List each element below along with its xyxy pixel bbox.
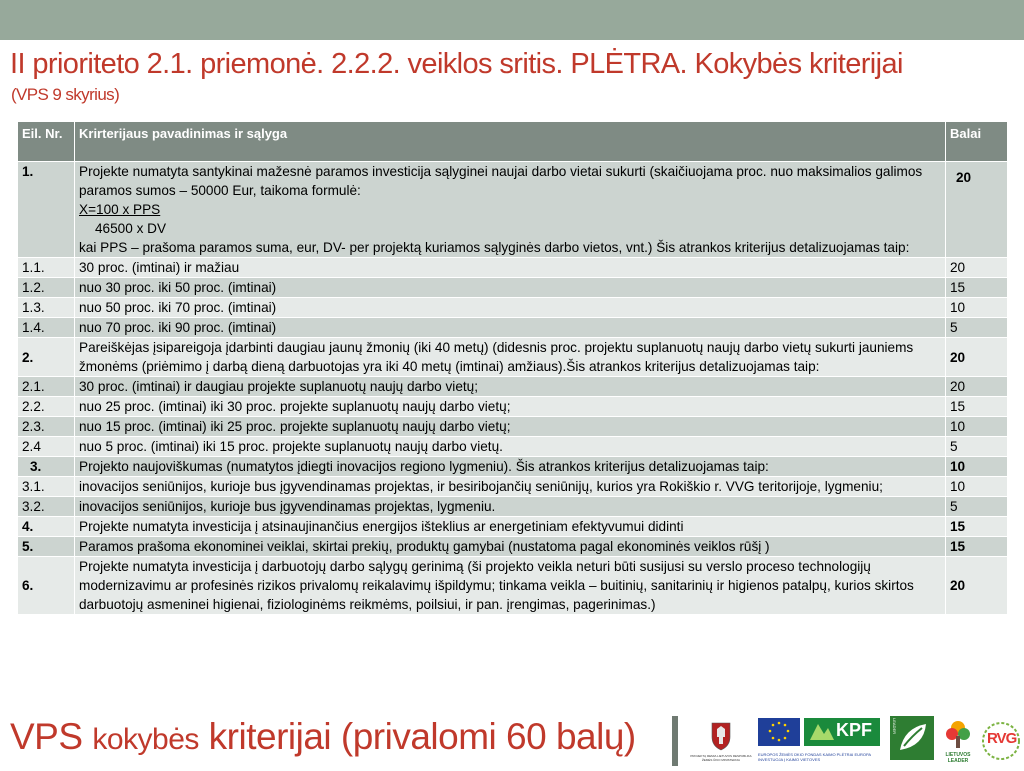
row-criterion: nuo 30 proc. iki 50 proc. (imtinai) [75,278,946,298]
row-nr: 2. [18,338,75,377]
row-criterion: Pareiškėjas įsipareigoja įdarbinti daugiau jaunų žmonių (iki 40 metų) (didesnis proc. projektu suplanuotų naujų darbo vietų sukurti jauniems žmonėms (priėmimo į darbą dieną darbuotojas yra iki 40 metų (imtinai) amžiaus).Šis atrankos kriterijus detalizuojamas taip: [75,338,946,377]
table-row [18,557,1008,615]
row-points: 15 [946,397,1008,417]
ministry-logo [690,716,752,766]
leader-text: LEADER [892,718,897,735]
row-nr: 1.4. [18,318,75,338]
row-points: 15 [946,517,1008,537]
row-points: 10 [946,417,1008,437]
row-points: 15 [946,537,1008,557]
table-row [18,278,1008,298]
table-row [18,298,1008,318]
row-points: 20 [946,338,1008,377]
table-row [18,457,1008,477]
lt-leader-tree-icon [940,716,976,752]
leader-logo [890,716,934,766]
table-row [18,258,1008,278]
row-points: 20 [946,162,1008,258]
row-points: 20 [946,377,1008,397]
table-header-row [18,122,1008,162]
row-criterion: Projekto naujoviškumas (numatytos įdiegti inovacijos regiono lygmeniu). Šis atrankos kriterijus detalizuojamas taip: [75,457,946,477]
row-nr: 3. [18,457,75,477]
row-criterion: nuo 15 proc. (imtinai) iki 25 proc. projekte suplanuotų naujų darbo vietų; [75,417,946,437]
row-nr: 1.3. [18,298,75,318]
row-criterion [75,162,946,258]
row-criterion: nuo 70 proc. iki 90 proc. (imtinai) [75,318,946,338]
column-header-points: Balai [946,122,1008,162]
table-row [18,517,1008,537]
table-row [18,377,1008,397]
row-points: 20 [946,557,1008,615]
row-criterion: nuo 25 proc. (imtinai) iki 30 proc. projekte suplanuotų naujų darbo vietų; [75,397,946,417]
row-nr: 2.2. [18,397,75,417]
footer-title [10,715,636,762]
row-criterion: inovacijos seniūnijos, kurioje bus įgyvendinamas projektas, lygmeniu. [75,497,946,517]
table-row [18,397,1008,417]
criteria-table-wrapper [17,121,1007,615]
footer-title-part3: kriterijai (privalomi 60 balų) [198,716,636,757]
formula-denominator: 46500 x DV [95,221,167,236]
footer-title-part1: VPS [10,716,93,757]
table-row [18,537,1008,557]
top-band [0,0,1024,40]
row-points: 5 [946,437,1008,457]
row-criterion: nuo 5 proc. (imtinai) iki 15 proc. projekte suplanuotų naujų darbo vietų. [75,437,946,457]
row-nr: 1.2. [18,278,75,298]
row-criterion-text-after: kai PPS – prašoma paramos suma, eur, DV- per projektą kuriamos sąlyginės darbo vietos, vnt.) Šis atrankos kriterijus detalizuojamas taip: [79,240,910,255]
table-row [18,497,1008,517]
row-points: 10 [946,477,1008,497]
row-points: 5 [946,318,1008,338]
row-nr: 5. [18,537,75,557]
formula-numerator: X=100 x PPS [79,202,161,217]
row-criterion: Projekte numatyta investicija į darbuotojų darbo sąlygų gerinimą (ši projekto veikla neturi būti susijusi su verslo proceso technologijų modernizavimu ar profesinės rizikos privalomų reikalavimų išpildymu; tinkama veikla – buitinių, sanitarinių ir higienos patalpų, kurios skirtos darbuotojų asmeninei higienai, fiziologinėms reikmėms, poilsiui, ir pan. įrengimas, pagerinimas.) [75,557,946,615]
row-nr: 2.1. [18,377,75,397]
table-row [18,477,1008,497]
row-nr: 4. [18,517,75,537]
footer-divider [672,716,678,766]
eu-fund-text: EUROPOS ŽEMĖS ŪKIO FONDAS KAIMO PLĖTRAI EUROPA INVESTUOJA Į KAIMO VIETOVES [758,752,871,762]
row-criterion: nuo 50 proc. iki 70 proc. (imtinai) [75,298,946,318]
table-row [18,437,1008,457]
lt-leader-text: LIETUVOS LEADER [945,752,971,764]
row-nr: 2.3. [18,417,75,437]
criteria-table [17,121,1008,615]
row-nr: 3.1. [18,477,75,497]
row-criterion-text: Projekte numatyta santykinai mažesnė paramos investicija sąlyginei naujai darbo vietai sukurti (skaičiuojama proc. nuo maksimalios galimos paramos sumos – 50000 Eur, taikoma formulė: [79,164,923,198]
row-nr: 3.2. [18,497,75,517]
row-points: 10 [946,298,1008,318]
table-row [18,338,1008,377]
column-header-criterion: Krirterijaus pavadinimas ir sąlyga [75,122,946,162]
row-criterion: Projekte numatyta investicija į atsinaujinančius energijos išteklius ar energetiniam efektyvumui didinti [75,517,946,537]
table-row [18,417,1008,437]
row-points: 15 [946,278,1008,298]
row-points: 10 [946,457,1008,477]
kpf-text: KPF [836,720,872,740]
table-row [18,162,1008,258]
eu-fund-logo [758,716,882,766]
row-nr: 2.4 [18,437,75,457]
column-header-nr: Eil. Nr. [18,122,75,162]
footer-title-part2: kokybės [92,723,199,756]
rvg-logo [980,716,1022,766]
lt-leader-logo [940,716,976,766]
row-nr: 1. [18,162,75,258]
row-nr: 6. [18,557,75,615]
row-criterion: 30 proc. (imtinai) ir mažiau [75,258,946,278]
row-nr: 1.1. [18,258,75,278]
rvg-text: RVG [987,730,1017,747]
ministry-logo-text: PROJEKTĄ REMIA LIETUVOS RESPUBLIKA ŽEMĖS ŪKIO MINISTERIJA [690,754,752,762]
row-points: 5 [946,497,1008,517]
page-subtitle: (VPS 9 skyrius) [11,85,120,104]
page-title: II prioriteto 2.1. priemonė. 2.2.2. veiklos sritis. PLĖTRA. Kokybės kriterijai [10,48,903,80]
row-points: 20 [946,258,1008,278]
table-row [18,318,1008,338]
row-criterion: 30 proc. (imtinai) ir daugiau projekte suplanuotų naujų darbo vietų; [75,377,946,397]
row-criterion: inovacijos seniūnijos, kurioje bus įgyvendinamas projektas, ir besiribojančių seniūnijų, kurios yra Rokiškio r. VVG teritorijoje, lygmeniu; [75,477,946,497]
row-criterion: Paramos prašoma ekonominei veiklai, skirtai prekių, produktų gamybai (nustatoma pagal ekonominės veiklos rūšį ) [75,537,946,557]
